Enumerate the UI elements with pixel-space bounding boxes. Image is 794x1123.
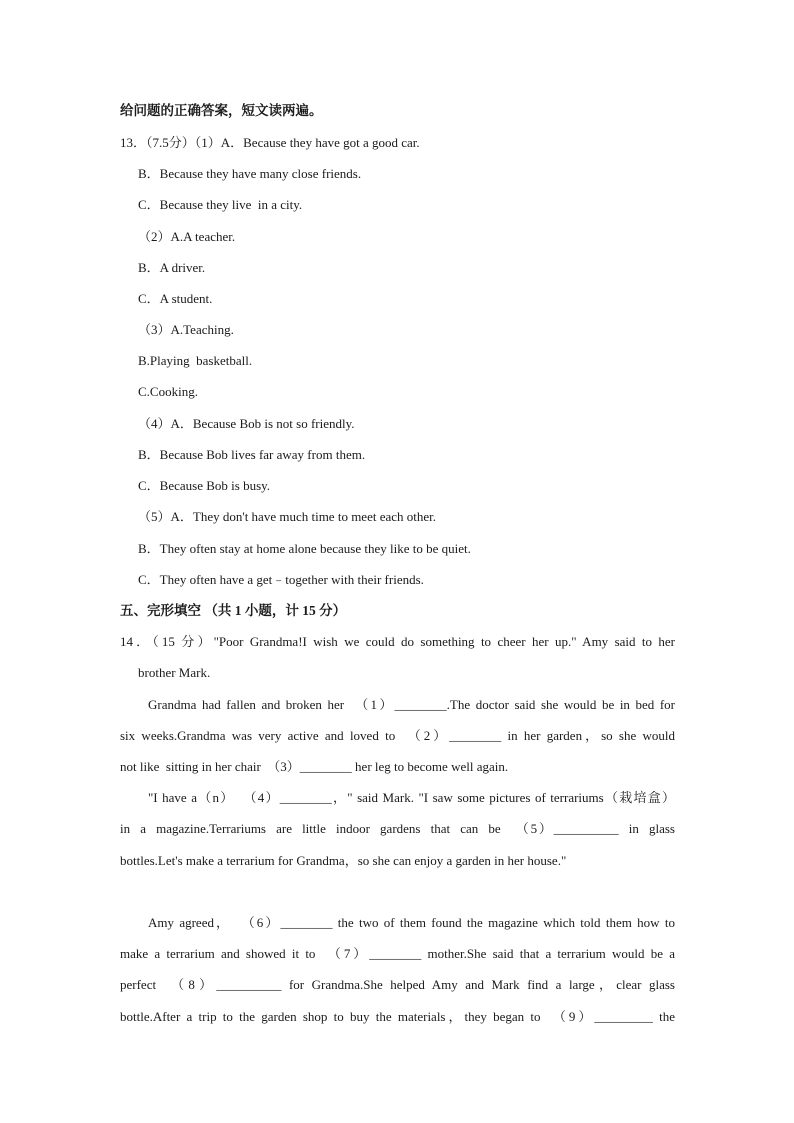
q14-stem-line: 14．（15 分）"Poor Grandma!I wish we could do something to cheer her up." Amy said to her	[120, 634, 675, 649]
listening-instruction: 给问题的正确答案，短文读两遍。	[120, 103, 323, 118]
q14-stem-line: brother Mark.	[138, 665, 211, 680]
q13-stem-option-1a: 13．（7.5分）（1）A．Because they have got a good car.	[120, 135, 420, 150]
cloze-paragraph-line: perfect （8）__________ for Grandma.She helped Amy and Mark find a large，clear glass	[120, 977, 675, 992]
q13-option-4b: B．Because Bob lives far away from them.	[138, 447, 366, 462]
q13-option-5c: C．They often have a get﹣together with their friends.	[138, 572, 424, 587]
cloze-paragraph-line: bottle.After a trip to the garden shop to buy the materials，they began to （9）_________ the	[120, 1009, 675, 1024]
q13-option-1b: B．Because they have many close friends.	[138, 166, 362, 181]
q13-option-3a: （3）A.Teaching.	[138, 322, 234, 337]
q13-option-2b: B．A driver.	[138, 260, 206, 275]
cloze-paragraph-line: "I have a（n） （4）________，" said Mark. "I saw some pictures of terrariums（栽培盒）	[148, 790, 675, 805]
q13-option-2c: C．A student.	[138, 291, 213, 306]
q13-option-5b: B．They often stay at home alone because they like to be quiet.	[138, 541, 471, 556]
cloze-paragraph-line: six weeks.Grandma was very active and loved to （2）________ in her garden，so she would	[120, 728, 675, 743]
cloze-paragraph-line: make a terrarium and showed it to （7）________ mother.She said that a terrarium would be a	[120, 946, 675, 961]
cloze-paragraph-line: not like sitting in her chair （3）________ her leg to become well again.	[120, 759, 509, 774]
q13-option-3c: C.Cooking.	[138, 384, 198, 399]
cloze-paragraph-line: in a magazine.Terrariums are little indoor gardens that can be （5）__________ in glass	[120, 821, 675, 836]
q13-option-2a: （2）A.A teacher.	[138, 229, 236, 244]
q13-option-5a: （5）A．They don't have much time to meet each other.	[138, 509, 437, 524]
q13-option-1c: C．Because they live in a city.	[138, 197, 303, 212]
cloze-paragraph-line: Grandma had fallen and broken her （1）________.The doctor said she would be in bed for	[148, 697, 675, 712]
section-heading-cloze: 五、完形填空 （共 1 小题，计 15 分）	[120, 603, 347, 618]
q13-option-4c: C．Because Bob is busy.	[138, 478, 271, 493]
cloze-paragraph-line: bottles.Let's make a terrarium for Grandma，so she can enjoy a garden in her house."	[120, 853, 567, 868]
q13-option-4a: （4）A．Because Bob is not so friendly.	[138, 416, 355, 431]
cloze-paragraph-line: Amy agreed， （6）________ the two of them found the magazine which told them how to	[148, 915, 675, 930]
q13-option-3b: B.Playing basketball.	[138, 353, 253, 368]
